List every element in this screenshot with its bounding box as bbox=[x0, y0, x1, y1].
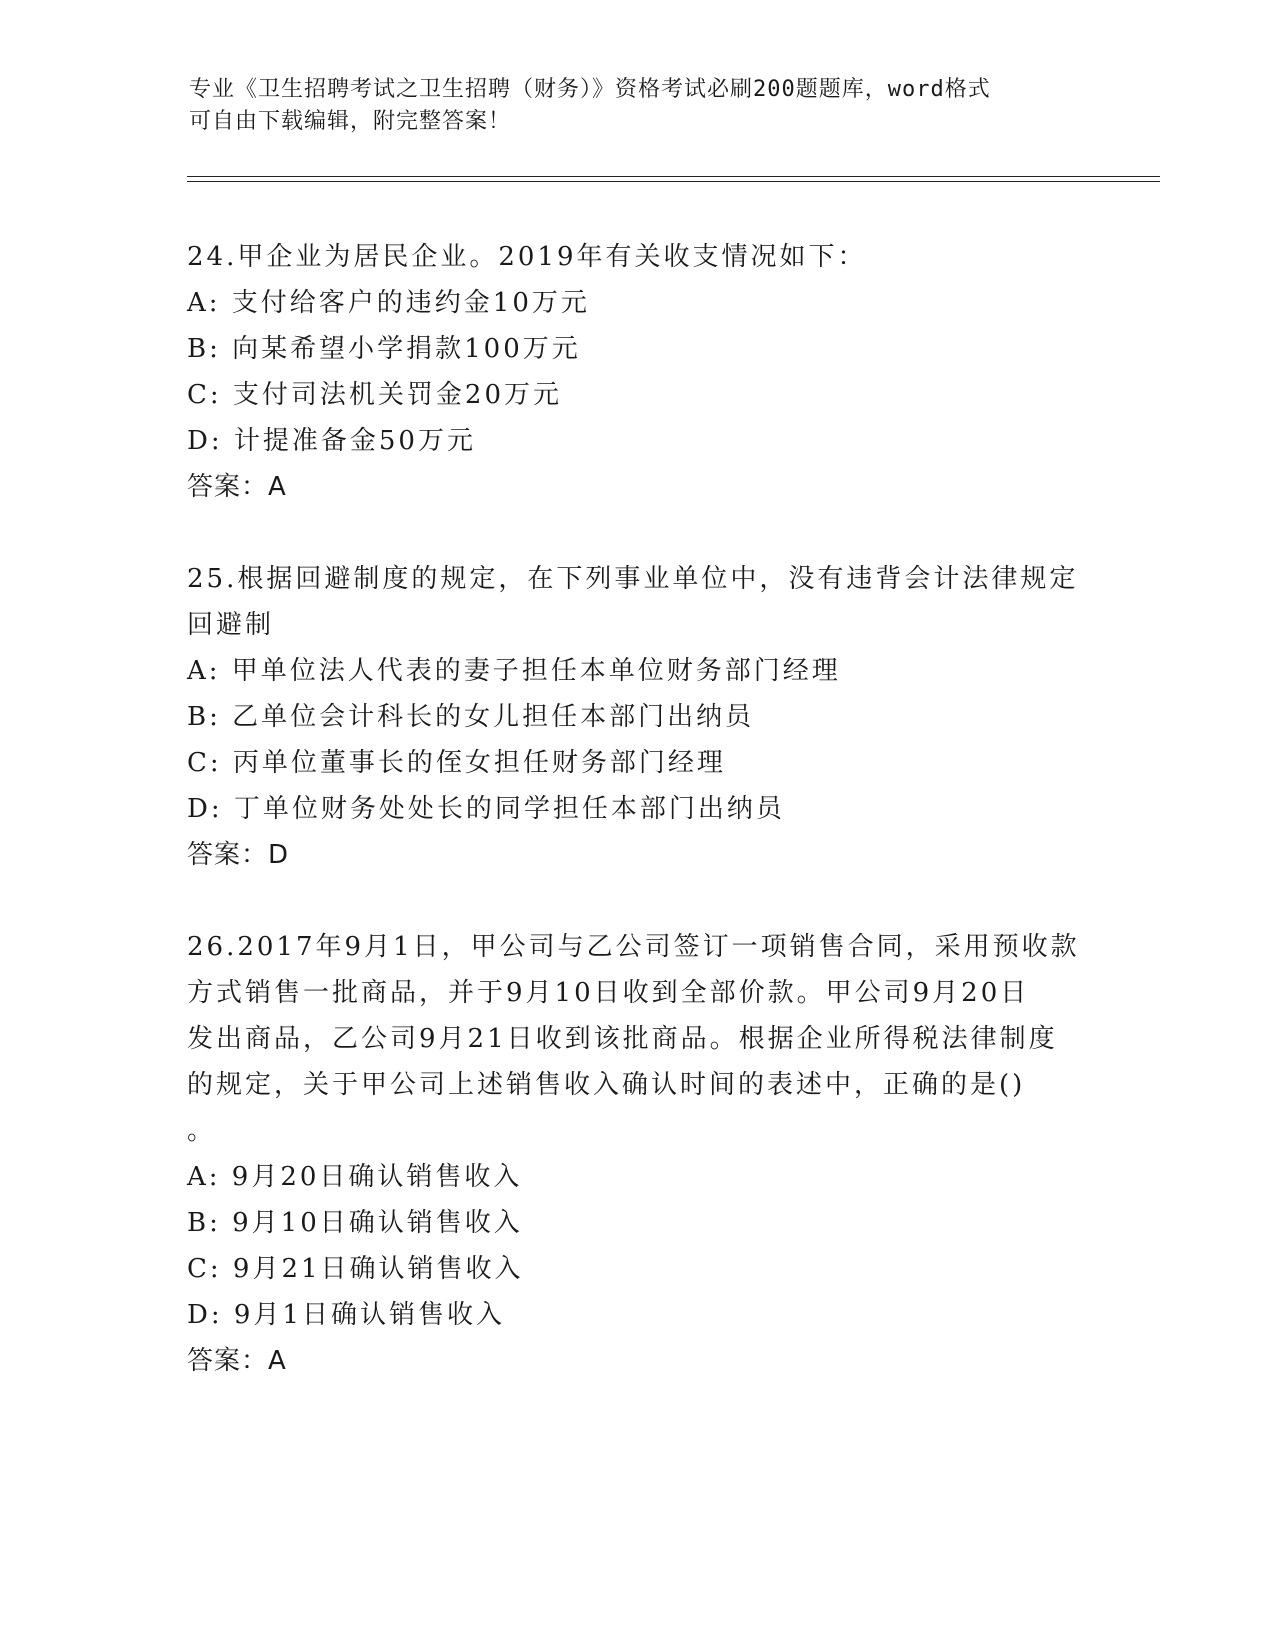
question-25 bbox=[187, 556, 1087, 878]
question-stem: 24.甲企业为居民企业。2019年有关收支情况如下： bbox=[187, 242, 867, 272]
option-a: A: 甲单位法人代表的妻子担任本单位财务部门经理 bbox=[187, 656, 841, 686]
header-line-2: 可自由下载编辑，附完整答案！ bbox=[189, 109, 512, 134]
question-list bbox=[187, 234, 1087, 1430]
question-stem: 。 bbox=[187, 1116, 217, 1146]
question-stem: 方式销售一批商品，并于9月10日收到全部价款。甲公司9月20日 bbox=[187, 978, 1030, 1008]
answer-label: 答案：A bbox=[187, 1346, 287, 1376]
option-a: A: 支付给客户的违约金10万元 bbox=[187, 288, 590, 318]
header-line-1: 专业《卫生招聘考试之卫生招聘（财务）》资格考试必刷200题题库，word格式 bbox=[189, 77, 991, 102]
option-b: B: 向某希望小学捐款100万元 bbox=[187, 334, 581, 364]
option-d: D: 丁单位财务处处长的同学担任本部门出纳员 bbox=[187, 794, 785, 824]
question-stem: 25.根据回避制度的规定，在下列事业单位中，没有违背会计法律规定 bbox=[187, 564, 1079, 594]
question-stem: 的规定，关于甲公司上述销售收入确认时间的表述中，正确的是() bbox=[187, 1070, 1026, 1100]
answer-label: 答案：D bbox=[187, 840, 290, 870]
question-stem: 26.2017年9月1日，甲公司与乙公司签订一项销售合同，采用预收款 bbox=[187, 932, 1080, 962]
question-stem: 发出商品，乙公司9月21日收到该批商品。根据企业所得税法律制度 bbox=[187, 1024, 1058, 1054]
option-d: D: 计提准备金50万元 bbox=[187, 426, 476, 456]
option-c: C: 支付司法机关罚金20万元 bbox=[187, 380, 563, 410]
document-header bbox=[189, 74, 1089, 138]
question-26 bbox=[187, 924, 1087, 1384]
answer-label: 答案：A bbox=[187, 472, 287, 502]
header-divider-bottom bbox=[187, 181, 1160, 182]
option-c: C: 丙单位董事长的侄女担任财务部门经理 bbox=[187, 748, 726, 778]
option-a: A: 9月20日确认销售收入 bbox=[187, 1162, 523, 1192]
question-stem: 回避制 bbox=[187, 610, 275, 640]
option-b: B: 乙单位会计科长的女儿担任本部门出纳员 bbox=[187, 702, 755, 732]
header-divider-top bbox=[187, 176, 1160, 177]
option-c: C: 9月21日确认销售收入 bbox=[187, 1254, 524, 1284]
question-24 bbox=[187, 234, 1087, 510]
option-b: B: 9月10日确认销售收入 bbox=[187, 1208, 523, 1238]
option-d: D: 9月1日确认销售收入 bbox=[187, 1300, 505, 1330]
